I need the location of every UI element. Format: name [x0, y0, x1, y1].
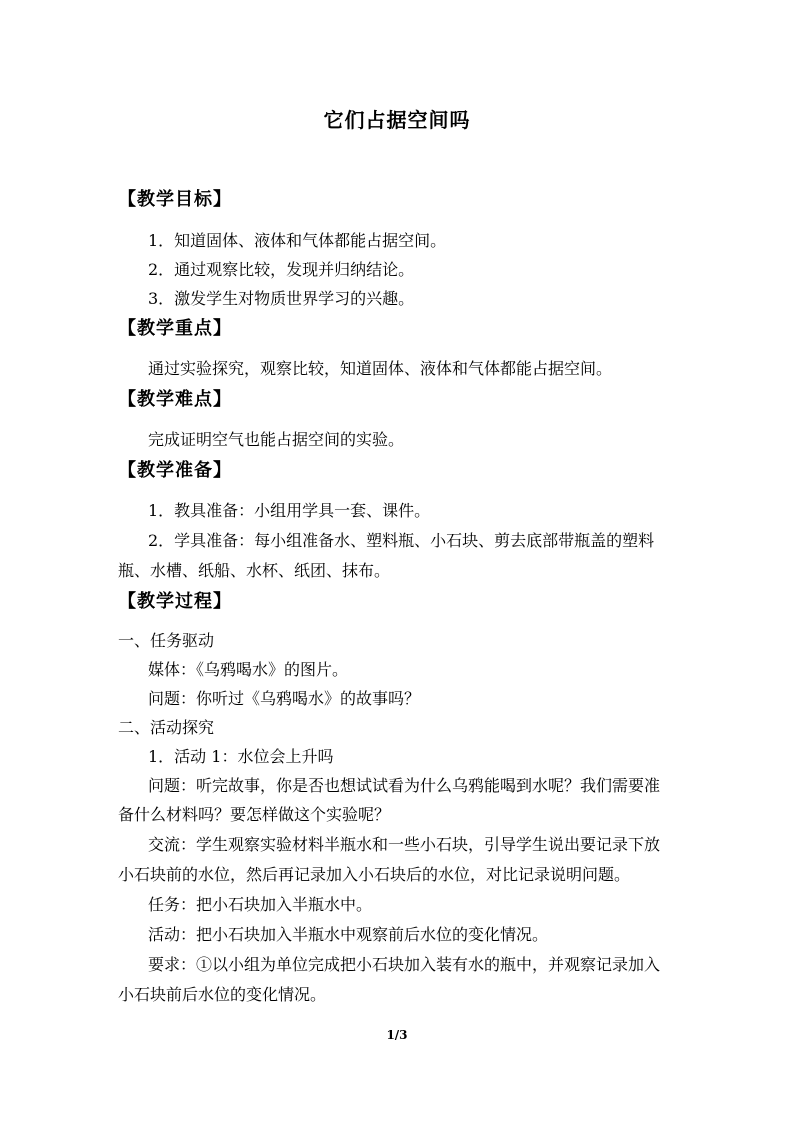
activity1-title: 1．活动 1：水位会上升吗: [148, 747, 334, 766]
task-text: 任务：把小石块加入半瓶水中。: [148, 895, 373, 914]
require-line-1: 要求：①以小组为单位完成把小石块加入装有水的瓶中，并观察记录加入: [148, 955, 661, 974]
activity-text: 活动：把小石块加入半瓶水中观察前后水位的变化情况。: [148, 925, 549, 944]
process-heading: 【教学过程】: [118, 591, 232, 612]
part1-question: 问题：你听过《乌鸦喝水》的故事吗？: [148, 689, 421, 708]
require-line-2: 小石块前后水位的变化情况。: [118, 985, 327, 1004]
prep-heading: 【教学准备】: [118, 460, 232, 481]
prep-item-2-line-2: 瓶、水槽、纸船、水杯、纸团、抹布。: [118, 561, 391, 580]
key-text: 通过实验探究，观察比较，知道固体、液体和气体都能占据空间。: [148, 359, 613, 378]
page-title: 它们占据空间吗: [323, 108, 471, 132]
prep-item-1: 1．教具准备：小组用学具一套、课件。: [148, 501, 431, 520]
question2-line-2: 备什么材料吗？要怎样做这个实验呢？: [118, 805, 391, 824]
objective-item-3: 3．激发学生对物质世界学习的兴趣。: [148, 289, 415, 308]
part1-title: 一、任务驱动: [118, 631, 215, 650]
question2-line-1: 问题：听完故事，你是否也想试试看为什么乌鸦能喝到水呢？我们需要准: [148, 776, 661, 795]
part2-title: 二、活动探究: [118, 718, 215, 737]
objectives-heading: 【教学目标】: [118, 189, 232, 210]
part1-media: 媒体：《乌鸦喝水》的图片。: [148, 660, 349, 679]
prep-item-2-line-1: 2．学具准备：每小组准备水、塑料瓶、小石块、剪去底部带瓶盖的塑料: [148, 531, 655, 550]
difficulty-text: 完成证明空气也能占据空间的实验。: [148, 430, 405, 449]
exchange-line-2: 小石块前的水位，然后再记录加入小石块后的水位，对比记录说明问题。: [118, 865, 631, 884]
exchange-line-1: 交流：学生观察实验材料半瓶水和一些小石块，引导学生说出要记录下放: [148, 835, 661, 854]
objective-item-2: 2．通过观察比较，发现并归纳结论。: [148, 260, 415, 279]
difficulty-heading: 【教学难点】: [118, 389, 232, 410]
objective-item-1: 1．知道固体、液体和气体都能占据空间。: [148, 231, 447, 250]
key-heading: 【教学重点】: [118, 318, 232, 339]
page-number: 1/3: [386, 1028, 408, 1042]
